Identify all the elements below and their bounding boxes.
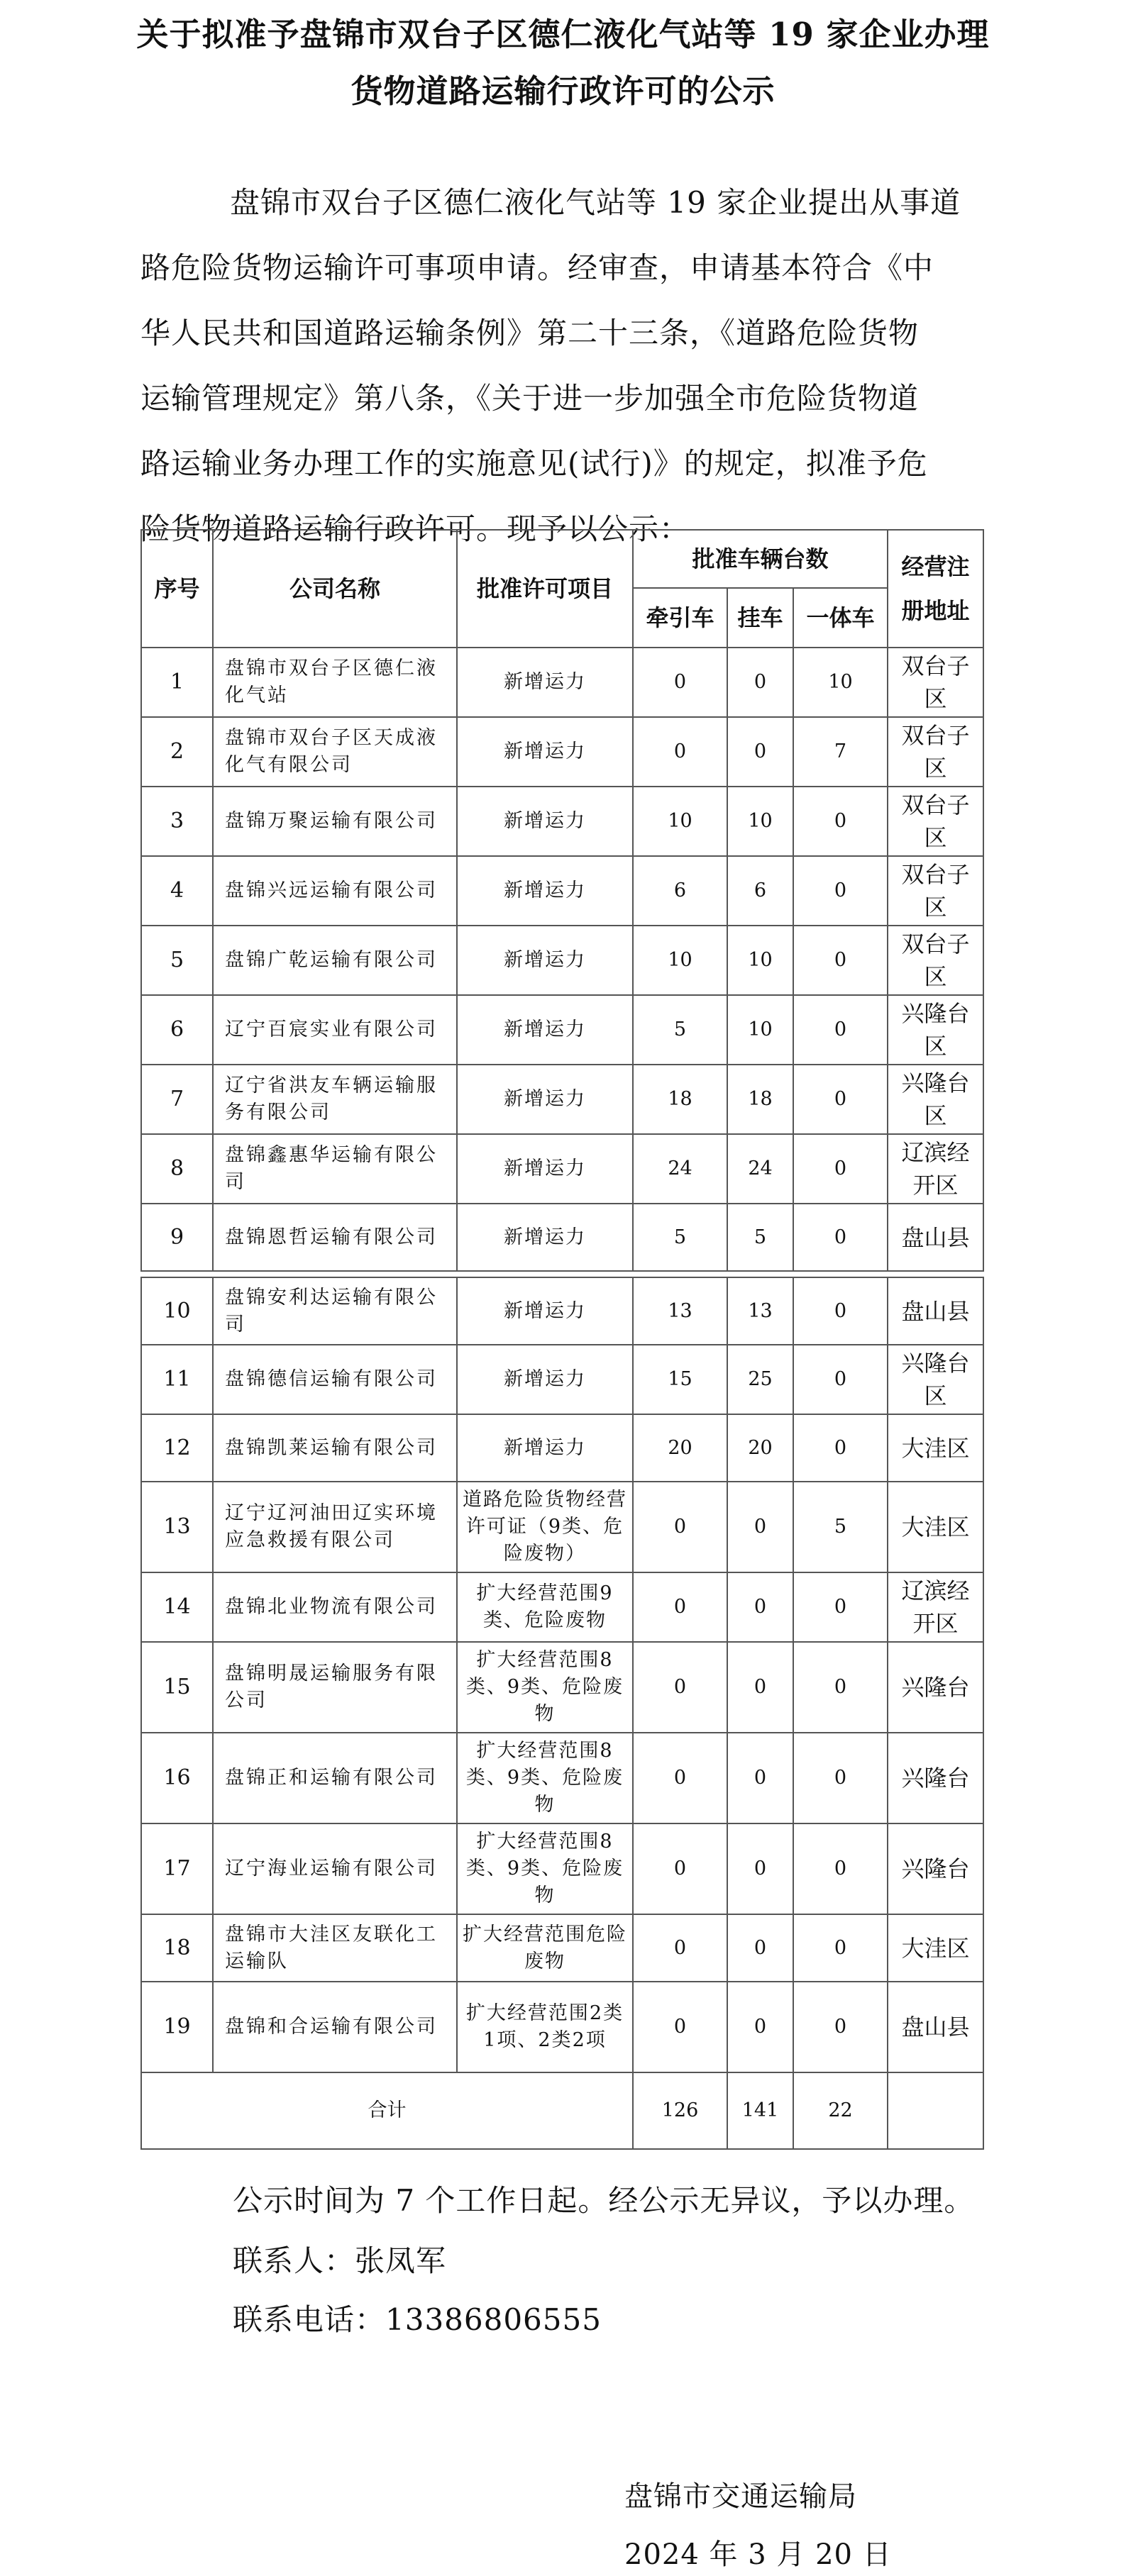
row-trailer-count: 10	[727, 787, 793, 856]
table-row	[141, 1277, 983, 1345]
row-tractor-count: 0	[633, 1642, 727, 1733]
intro-line: 险货物道路运输行政许可。现予以公示：	[140, 511, 690, 546]
footer-contact: 联系人：张凤军	[233, 2243, 447, 2278]
row-company: 辽宁海业运输有限公司	[213, 1823, 457, 1914]
row-permit-item: 扩大经营范围9类、危险废物	[457, 1572, 633, 1642]
table-row	[141, 1572, 983, 1642]
row-permit-item: 新增运力	[457, 995, 633, 1065]
intro-line: 路运输业务办理工作的实施意见(试行)》的规定，拟准予危	[140, 446, 928, 481]
table-row	[141, 856, 983, 926]
row-address: 双台子区	[888, 856, 983, 926]
total-address-empty	[888, 2072, 983, 2149]
row-address: 双台子区	[888, 648, 983, 717]
row-integrated-count: 0	[793, 1572, 888, 1642]
row-tractor-count: 10	[633, 787, 727, 856]
row-index: 19	[141, 1982, 213, 2072]
row-address: 兴隆台	[888, 1823, 983, 1914]
row-trailer-count: 0	[727, 1572, 793, 1642]
row-permit-item: 新增运力	[457, 856, 633, 926]
total-label: 合计	[141, 2072, 633, 2149]
row-address: 盘山县	[888, 1277, 983, 1345]
row-trailer-count: 20	[727, 1414, 793, 1482]
row-index: 15	[141, 1642, 213, 1733]
row-trailer-count: 0	[727, 648, 793, 717]
row-tractor-count: 0	[633, 1914, 727, 1982]
row-address: 盘山县	[888, 1982, 983, 2072]
row-address: 兴隆台区	[888, 1065, 983, 1134]
row-company: 盘锦正和运输有限公司	[213, 1733, 457, 1823]
row-index: 18	[141, 1914, 213, 1982]
permit-table-part2	[140, 1277, 984, 2150]
row-trailer-count: 0	[727, 717, 793, 787]
row-permit-item: 新增运力	[457, 1134, 633, 1204]
table-body-part1	[141, 648, 983, 1271]
header-item: 批准许可项目	[457, 530, 633, 648]
row-index: 1	[141, 648, 213, 717]
row-integrated-count: 5	[793, 1482, 888, 1572]
row-company: 盘锦明晟运输服务有限公司	[213, 1642, 457, 1733]
row-tractor-count: 13	[633, 1277, 727, 1345]
table-row	[141, 1065, 983, 1134]
row-permit-item: 扩大经营范围2类1项、2类2项	[457, 1982, 633, 2072]
total-tractor: 126	[633, 2072, 727, 2149]
row-permit-item: 新增运力	[457, 1065, 633, 1134]
row-index: 16	[141, 1733, 213, 1823]
row-integrated-count: 0	[793, 1733, 888, 1823]
row-company: 盘锦广乾运输有限公司	[213, 926, 457, 995]
row-address: 辽滨经开区	[888, 1134, 983, 1204]
row-integrated-count: 7	[793, 717, 888, 787]
row-permit-item: 扩大经营范围8类、9类、危险废物	[457, 1733, 633, 1823]
table-body-part2	[141, 1277, 983, 2072]
header-address-line1: 经营注	[901, 553, 970, 580]
footer-phone: 联系电话：13386806555	[233, 2302, 602, 2337]
row-permit-item: 新增运力	[457, 1414, 633, 1482]
table-row	[141, 1414, 983, 1482]
row-permit-item: 新增运力	[457, 1345, 633, 1414]
row-index: 3	[141, 787, 213, 856]
row-permit-item: 新增运力	[457, 926, 633, 995]
row-address: 兴隆台	[888, 1642, 983, 1733]
row-trailer-count: 0	[727, 1642, 793, 1733]
row-index: 4	[141, 856, 213, 926]
row-trailer-count: 6	[727, 856, 793, 926]
row-tractor-count: 0	[633, 1823, 727, 1914]
row-company: 盘锦鑫惠华运输有限公司	[213, 1134, 457, 1204]
total-row	[141, 2072, 983, 2149]
row-address: 双台子区	[888, 926, 983, 995]
row-index: 14	[141, 1572, 213, 1642]
header-address	[888, 530, 983, 648]
row-company: 盘锦市双台子区德仁液化气站	[213, 648, 457, 717]
row-trailer-count: 5	[727, 1204, 793, 1271]
row-address: 大洼区	[888, 1482, 983, 1572]
row-index: 10	[141, 1277, 213, 1345]
row-integrated-count: 0	[793, 926, 888, 995]
row-permit-item: 道路危险货物经营许可证（9类、危险废物）	[457, 1482, 633, 1572]
total-trailer: 141	[727, 2072, 793, 2149]
table-row	[141, 995, 983, 1065]
header-trailer: 挂车	[727, 588, 793, 648]
row-trailer-count: 0	[727, 1482, 793, 1572]
row-integrated-count: 0	[793, 1277, 888, 1345]
table-row	[141, 926, 983, 995]
intro-line: 华人民共和国道路运输条例》第二十三条，《道路危险货物	[140, 316, 920, 350]
intro-paragraph	[140, 170, 978, 562]
row-permit-item: 新增运力	[457, 1204, 633, 1271]
row-integrated-count: 0	[793, 1134, 888, 1204]
row-trailer-count: 18	[727, 1065, 793, 1134]
row-tractor-count: 5	[633, 1204, 727, 1271]
row-index: 5	[141, 926, 213, 995]
row-company: 辽宁百宸实业有限公司	[213, 995, 457, 1065]
signature-org: 盘锦市交通运输局	[624, 2480, 857, 2513]
row-integrated-count: 0	[793, 1204, 888, 1271]
row-index: 12	[141, 1414, 213, 1482]
row-tractor-count: 5	[633, 995, 727, 1065]
row-tractor-count: 0	[633, 717, 727, 787]
header-company: 公司名称	[213, 530, 457, 648]
row-integrated-count: 0	[793, 1823, 888, 1914]
row-index: 7	[141, 1065, 213, 1134]
row-index: 8	[141, 1134, 213, 1204]
row-company: 盘锦万聚运输有限公司	[213, 787, 457, 856]
row-company: 盘锦安利达运输有限公司	[213, 1277, 457, 1345]
row-permit-item: 扩大经营范围危险废物	[457, 1914, 633, 1982]
row-trailer-count: 0	[727, 1733, 793, 1823]
row-tractor-count: 24	[633, 1134, 727, 1204]
row-tractor-count: 0	[633, 1733, 727, 1823]
row-integrated-count: 10	[793, 648, 888, 717]
row-index: 6	[141, 995, 213, 1065]
row-tractor-count: 10	[633, 926, 727, 995]
row-address: 大洼区	[888, 1414, 983, 1482]
row-index: 9	[141, 1204, 213, 1271]
row-tractor-count: 0	[633, 1482, 727, 1572]
row-integrated-count: 0	[793, 1345, 888, 1414]
row-index: 2	[141, 717, 213, 787]
footer-period: 公示时间为 7 个工作日起。经公示无异议，予以办理。	[233, 2183, 975, 2218]
row-company: 辽宁辽河油田辽实环境应急救援有限公司	[213, 1482, 457, 1572]
row-trailer-count: 24	[727, 1134, 793, 1204]
row-index: 11	[141, 1345, 213, 1414]
header-address-line2: 册地址	[901, 597, 970, 624]
row-tractor-count: 0	[633, 648, 727, 717]
intro-line: 路危险货物运输许可事项申请。经审查，申请基本符合《中	[140, 250, 934, 285]
header-vehicles: 批准车辆台数	[633, 530, 888, 588]
table-row	[141, 1733, 983, 1823]
row-address: 盘山县	[888, 1204, 983, 1271]
table-row	[141, 648, 983, 717]
row-trailer-count: 0	[727, 1823, 793, 1914]
table-row	[141, 1914, 983, 1982]
table-row	[141, 1982, 983, 2072]
row-trailer-count: 25	[727, 1345, 793, 1414]
row-address: 兴隆台区	[888, 995, 983, 1065]
row-tractor-count: 6	[633, 856, 727, 926]
row-integrated-count: 0	[793, 1642, 888, 1733]
row-company: 盘锦市大洼区友联化工运输队	[213, 1914, 457, 1982]
row-tractor-count: 20	[633, 1414, 727, 1482]
row-address: 双台子区	[888, 717, 983, 787]
row-permit-item: 扩大经营范围8类、9类、危险废物	[457, 1823, 633, 1914]
intro-line: 盘锦市双台子区德仁液化气站等 19 家企业提出从事道	[230, 185, 961, 220]
row-trailer-count: 10	[727, 995, 793, 1065]
row-trailer-count: 0	[727, 1914, 793, 1982]
row-integrated-count: 0	[793, 1982, 888, 2072]
row-permit-item: 新增运力	[457, 1277, 633, 1345]
row-company: 辽宁省洪友车辆运输服务有限公司	[213, 1065, 457, 1134]
row-company: 盘锦北业物流有限公司	[213, 1572, 457, 1642]
table-row	[141, 1642, 983, 1733]
row-company: 盘锦兴远运输有限公司	[213, 856, 457, 926]
row-tractor-count: 15	[633, 1345, 727, 1414]
row-integrated-count: 0	[793, 1065, 888, 1134]
row-trailer-count: 13	[727, 1277, 793, 1345]
row-company: 盘锦市双台子区天成液化气有限公司	[213, 717, 457, 787]
row-company: 盘锦德信运输有限公司	[213, 1345, 457, 1414]
table-row	[141, 1345, 983, 1414]
row-integrated-count: 0	[793, 1914, 888, 1982]
row-company: 盘锦和合运输有限公司	[213, 1982, 457, 2072]
row-integrated-count: 0	[793, 1414, 888, 1482]
total-integrated: 22	[793, 2072, 888, 2149]
header-index: 序号	[141, 530, 213, 648]
doc-title-line2: 货物道路运输行政许可的公示	[351, 72, 775, 110]
table-row	[141, 787, 983, 856]
row-address: 辽滨经开区	[888, 1572, 983, 1642]
table-row	[141, 1823, 983, 1914]
row-tractor-count: 18	[633, 1065, 727, 1134]
row-trailer-count: 10	[727, 926, 793, 995]
table-row	[141, 1482, 983, 1572]
row-permit-item: 新增运力	[457, 787, 633, 856]
table-row	[141, 1134, 983, 1204]
row-index: 17	[141, 1823, 213, 1914]
row-permit-item: 新增运力	[457, 648, 633, 717]
row-permit-item: 扩大经营范围8类、9类、危险废物	[457, 1642, 633, 1733]
row-integrated-count: 0	[793, 787, 888, 856]
row-integrated-count: 0	[793, 856, 888, 926]
row-trailer-count: 0	[727, 1982, 793, 2072]
table-row	[141, 1204, 983, 1271]
intro-line: 运输管理规定》第八条，《关于进一步加强全市危险货物道	[140, 381, 920, 416]
row-tractor-count: 0	[633, 1982, 727, 2072]
row-tractor-count: 0	[633, 1572, 727, 1642]
row-address: 大洼区	[888, 1914, 983, 1982]
doc-title-line1: 关于拟准予盘锦市双台子区德仁液化气站等 19 家企业办理	[136, 16, 990, 53]
table-row	[141, 717, 983, 787]
row-company: 盘锦凯莱运输有限公司	[213, 1414, 457, 1482]
header-integrated: 一体车	[793, 588, 888, 648]
row-index: 13	[141, 1482, 213, 1572]
row-address: 兴隆台区	[888, 1345, 983, 1414]
row-company: 盘锦恩哲运输有限公司	[213, 1204, 457, 1271]
row-permit-item: 新增运力	[457, 717, 633, 787]
permit-table-part1	[140, 529, 984, 1272]
row-address: 兴隆台	[888, 1733, 983, 1823]
row-address: 双台子区	[888, 787, 983, 856]
signature-date: 2024 年 3 月 20 日	[624, 2538, 892, 2571]
header-tractor: 牵引车	[633, 588, 727, 648]
row-integrated-count: 0	[793, 995, 888, 1065]
